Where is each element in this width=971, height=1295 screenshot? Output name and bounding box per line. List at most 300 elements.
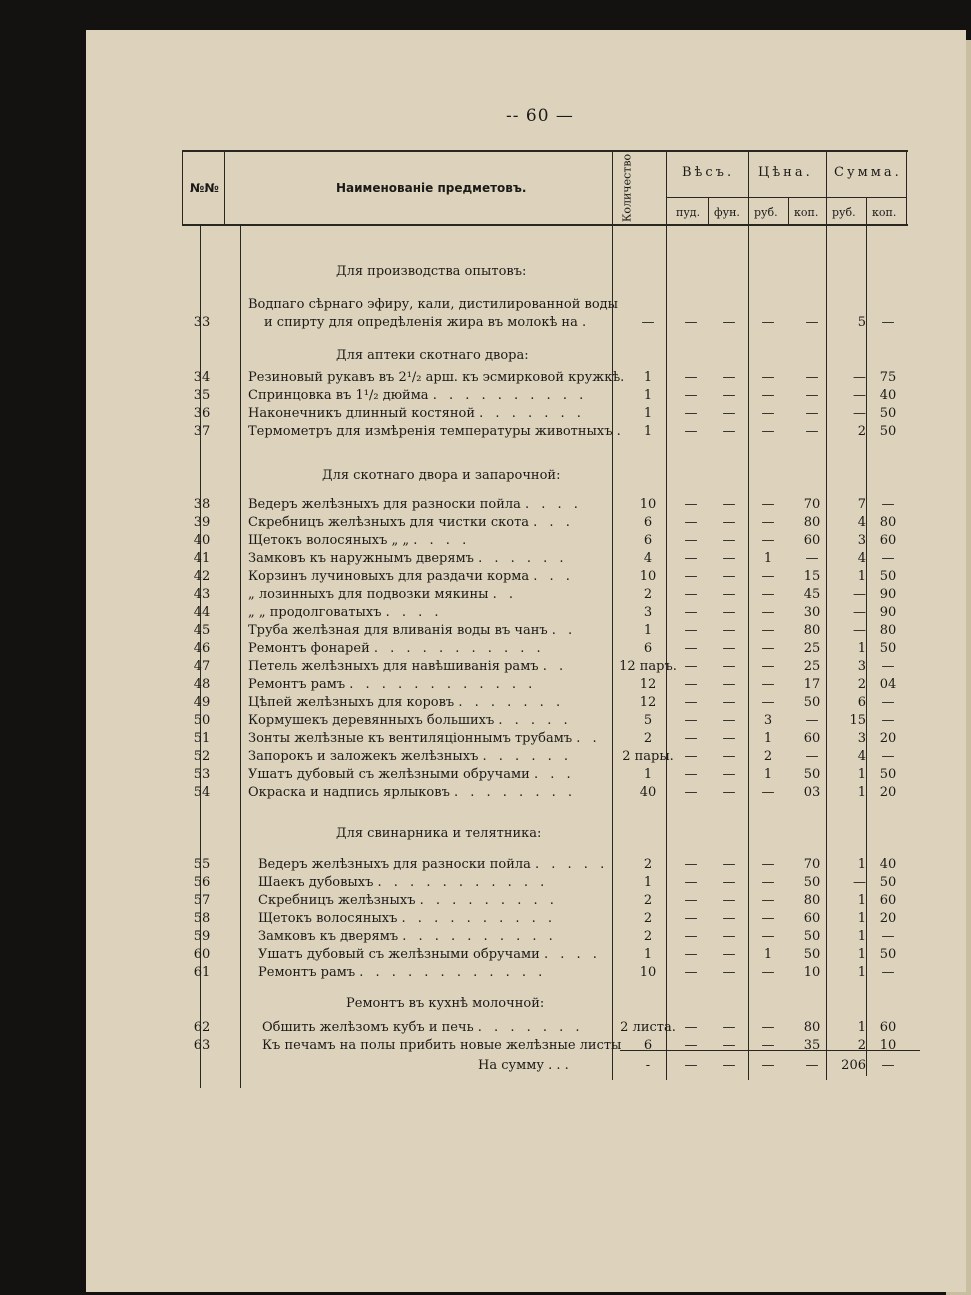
- row-sum-rub: 3: [857, 533, 866, 548]
- section-heading: Для свинарника и телятника:: [336, 826, 542, 841]
- row-fun: —: [722, 911, 736, 926]
- table-row: [0, 533, 971, 551]
- row-price-rub: 1: [763, 551, 773, 566]
- row-qty: 10: [639, 965, 657, 980]
- table-row: [0, 587, 971, 605]
- row-price-kop: 70: [803, 857, 821, 872]
- row-qty: 2: [643, 893, 653, 908]
- table-row: [0, 695, 971, 713]
- row-name: Термометръ для измѣренія температуры животныхъ .: [248, 424, 625, 439]
- row-price-kop: 50: [803, 875, 821, 890]
- row-price-rub: —: [761, 677, 775, 692]
- row-fun: —: [722, 569, 736, 584]
- total-price-rub: —: [761, 1058, 775, 1073]
- row-price-kop: 80: [803, 623, 821, 638]
- row-qty: 1: [643, 388, 653, 403]
- row-num: 54: [193, 785, 211, 800]
- row-num: 37: [193, 424, 211, 439]
- table-row: [0, 605, 971, 623]
- row-sum-kop: 20: [879, 911, 897, 926]
- row-fun: —: [722, 1038, 736, 1053]
- table-row: [0, 641, 971, 659]
- row-price-rub: —: [761, 1020, 775, 1035]
- row-sum-kop: 80: [879, 515, 897, 530]
- row-num: 40: [193, 533, 211, 548]
- row-sum-kop: 50: [879, 767, 897, 782]
- row-price-rub: 1: [763, 731, 773, 746]
- table-row: [0, 785, 971, 803]
- row-price-rub: —: [761, 785, 775, 800]
- row-num: 48: [193, 677, 211, 692]
- row-sum-kop: 40: [879, 388, 897, 403]
- row-price-kop: 03: [803, 785, 821, 800]
- total-qty: -: [645, 1058, 651, 1073]
- row-price-kop: 50: [803, 929, 821, 944]
- row-fun: —: [722, 551, 736, 566]
- row-price-kop: 50: [803, 947, 821, 962]
- row-price-rub: —: [761, 623, 775, 638]
- header-price: Цѣна.: [758, 165, 813, 180]
- row-num: 57: [193, 893, 211, 908]
- row-sum-rub: —: [853, 623, 866, 638]
- row-qty: 2: [643, 731, 653, 746]
- row-sum-rub: 2: [857, 1038, 866, 1053]
- header-bottom-rule: [182, 224, 908, 226]
- row-qty: 6: [643, 1038, 653, 1053]
- header-sum: Сумма.: [834, 165, 902, 180]
- header-kop1: коп.: [794, 206, 819, 219]
- row-price-rub: —: [761, 1038, 775, 1053]
- row-sum-rub: 2: [857, 677, 866, 692]
- row-qty: 1: [643, 875, 653, 890]
- row-num: 35: [193, 388, 211, 403]
- row-pud: —: [684, 1038, 698, 1053]
- row-price-rub: —: [761, 659, 775, 674]
- row-price-kop: —: [805, 424, 819, 439]
- row-name: Корзинъ лучиновыхъ для раздачи корма . . .: [248, 569, 574, 584]
- table-row: [0, 569, 971, 587]
- row-qty: 1: [643, 623, 653, 638]
- total-price-kop: —: [805, 1058, 819, 1073]
- row-name: Наконечникъ длинный костяной . . . . . . .: [248, 406, 585, 421]
- row-price-kop: —: [805, 315, 819, 330]
- header-qty: Количество: [620, 153, 634, 223]
- row-fun: —: [722, 641, 736, 656]
- row-num: 39: [193, 515, 211, 530]
- row-sum-kop: 60: [879, 1020, 897, 1035]
- table-row: [0, 767, 971, 785]
- row-fun: —: [722, 965, 736, 980]
- row-fun: —: [722, 749, 736, 764]
- table-row: [0, 929, 971, 947]
- row-price-rub: —: [761, 857, 775, 872]
- section-heading: Ремонтъ въ кухнѣ молочной:: [346, 996, 545, 1011]
- row-qty: 10: [639, 497, 657, 512]
- header-rub1: руб.: [754, 206, 778, 219]
- row-num: 33: [193, 315, 211, 330]
- row-name: Ушатъ дубовый съ желѣзными обручами . . . .: [258, 947, 601, 962]
- row-pud: —: [684, 533, 698, 548]
- row-sum-kop: —: [881, 551, 895, 566]
- row-name: Ремонтъ рамъ . . . . . . . . . . . .: [258, 965, 547, 980]
- row-fun: —: [722, 929, 736, 944]
- table-row: [0, 515, 971, 533]
- row-price-rub: —: [761, 370, 775, 385]
- row-fun: —: [722, 605, 736, 620]
- row-sum-rub: 1: [857, 965, 866, 980]
- row-sum-rub: —: [853, 587, 866, 602]
- row-sum-kop: —: [881, 965, 895, 980]
- row-price-kop: 17: [803, 677, 821, 692]
- table-row: [0, 947, 971, 965]
- section-heading: Для скотнаго двора и запарочной:: [322, 468, 561, 483]
- row-fun: —: [722, 713, 736, 728]
- row-name: Замковъ къ дверямъ . . . . . . . . . .: [258, 929, 557, 944]
- row-num: 58: [193, 911, 211, 926]
- row-sum-rub: —: [853, 388, 866, 403]
- row-qty: 5: [643, 713, 653, 728]
- row-sum-kop: —: [881, 929, 895, 944]
- row-name: Ушатъ дубовый съ желѣзными обручами . . .: [248, 767, 575, 782]
- row-fun: —: [722, 424, 736, 439]
- row-num: 45: [193, 623, 211, 638]
- table-row: [0, 659, 971, 677]
- row-sum-rub: 7: [857, 497, 866, 512]
- row-price-rub: —: [761, 965, 775, 980]
- row-fun: —: [722, 767, 736, 782]
- row-pud: —: [684, 875, 698, 890]
- row-name: Ремонтъ рамъ . . . . . . . . . . . .: [248, 677, 537, 692]
- row-price-rub: 3: [763, 713, 773, 728]
- table-row: [0, 1020, 971, 1038]
- row-pud: —: [684, 623, 698, 638]
- header-fun: фун.: [714, 206, 740, 219]
- row-price-rub: —: [761, 406, 775, 421]
- row-name: Замковъ къ наружнымъ дверямъ . . . . . .: [248, 551, 568, 566]
- row-num: 62: [193, 1020, 211, 1035]
- row-sum-kop: —: [881, 497, 895, 512]
- table-row: [0, 406, 971, 424]
- row-pud: —: [684, 315, 698, 330]
- row-price-rub: —: [761, 929, 775, 944]
- row-sum-kop: 20: [879, 731, 897, 746]
- row-price-rub: —: [761, 605, 775, 620]
- row-price-kop: 25: [803, 659, 821, 674]
- row-qty: 2 листа.: [620, 1020, 676, 1035]
- table-row: [0, 370, 971, 388]
- table-row: [0, 424, 971, 442]
- row-num: 63: [193, 1038, 211, 1053]
- section-heading: Для аптеки скотнаго двора:: [336, 348, 529, 363]
- row-pud: —: [684, 641, 698, 656]
- row-fun: —: [722, 370, 736, 385]
- row-sum-kop: 90: [879, 587, 897, 602]
- table-row: [0, 713, 971, 731]
- total-sum-rub: 206: [841, 1058, 866, 1073]
- row-fun: —: [722, 315, 736, 330]
- row-name: Къ печамъ на полы прибить новые желѣзные листы: [262, 1038, 622, 1053]
- row-price-rub: —: [761, 641, 775, 656]
- row-price-kop: 10: [803, 965, 821, 980]
- row-price-kop: —: [805, 370, 819, 385]
- row-qty: 3: [643, 605, 653, 620]
- row-fun: —: [722, 406, 736, 421]
- row-pud: —: [684, 388, 698, 403]
- row-qty: 10: [639, 569, 657, 584]
- row-sum-kop: 20: [879, 785, 897, 800]
- table-row: [0, 911, 971, 929]
- header-num: №№: [190, 181, 219, 195]
- row-num: 44: [193, 605, 211, 620]
- row-fun: —: [722, 659, 736, 674]
- row-num: 61: [193, 965, 211, 980]
- table-row: [0, 875, 971, 893]
- row-sum-kop: 90: [879, 605, 897, 620]
- row-pud: —: [684, 749, 698, 764]
- row-num: 38: [193, 497, 211, 512]
- row-fun: —: [722, 893, 736, 908]
- table-top-rule: [182, 150, 908, 152]
- row-num: 43: [193, 587, 211, 602]
- row-pud: —: [684, 551, 698, 566]
- row-sum-rub: 1: [857, 857, 866, 872]
- row-price-kop: 80: [803, 515, 821, 530]
- row-pud: —: [684, 497, 698, 512]
- row-price-kop: 60: [803, 533, 821, 548]
- total-fun: —: [722, 1058, 736, 1073]
- header-weight: Вѣсъ.: [682, 165, 735, 180]
- row-fun: —: [722, 947, 736, 962]
- row-qty: 1: [643, 767, 653, 782]
- row-num: 59: [193, 929, 211, 944]
- row-sum-rub: —: [853, 605, 866, 620]
- table-row: [0, 677, 971, 695]
- row-pud: —: [684, 893, 698, 908]
- row-sum-rub: —: [853, 370, 866, 385]
- row-price-kop: —: [805, 551, 819, 566]
- row-name: Ведеръ желѣзныхъ для разноски пойла . . . . .: [258, 857, 609, 872]
- row-sum-kop: —: [881, 659, 895, 674]
- row-num: 50: [193, 713, 211, 728]
- row-fun: —: [722, 857, 736, 872]
- row-qty: 2: [643, 911, 653, 926]
- row-price-kop: 30: [803, 605, 821, 620]
- row-sum-kop: 50: [879, 424, 897, 439]
- row-price-rub: —: [761, 497, 775, 512]
- row-qty: 12: [639, 695, 657, 710]
- row-price-rub: —: [761, 388, 775, 403]
- row-num: 49: [193, 695, 211, 710]
- table-row: [0, 965, 971, 983]
- row-price-kop: 60: [803, 731, 821, 746]
- row-name: „ „ продолговатыхъ . . . .: [248, 605, 443, 620]
- row-sum-rub: 3: [857, 731, 866, 746]
- row-fun: —: [722, 515, 736, 530]
- row-pud: —: [684, 857, 698, 872]
- row-price-rub: —: [761, 533, 775, 548]
- row-qty: 1: [643, 424, 653, 439]
- header-subrule: [666, 197, 906, 198]
- row-qty: 1: [643, 947, 653, 962]
- row-num: 55: [193, 857, 211, 872]
- row-price-kop: 80: [803, 1020, 821, 1035]
- row-qty: 12 паръ.: [619, 659, 677, 674]
- row-price-rub: —: [761, 587, 775, 602]
- row-price-kop: 50: [803, 695, 821, 710]
- row-num: 51: [193, 731, 211, 746]
- row-sum-kop: 60: [879, 893, 897, 908]
- row-name: Обшить желѣзомъ кубъ и печь . . . . . . .: [262, 1020, 584, 1035]
- row-fun: —: [722, 497, 736, 512]
- row-pud: —: [684, 767, 698, 782]
- row-sum-rub: 1: [857, 947, 866, 962]
- row-sum-kop: 75: [879, 370, 897, 385]
- row-fun: —: [722, 623, 736, 638]
- row-num: 52: [193, 749, 211, 764]
- row-sum-kop: —: [881, 315, 895, 330]
- row-qty: 12: [639, 677, 657, 692]
- col-rule-fun: [708, 198, 709, 226]
- row-sum-rub: —: [853, 406, 866, 421]
- row-sum-rub: 4: [857, 551, 866, 566]
- row-pud: —: [684, 370, 698, 385]
- row-sum-kop: 04: [879, 677, 897, 692]
- row-num: 42: [193, 569, 211, 584]
- header-kop2: коп.: [872, 206, 897, 219]
- table-row: [0, 388, 971, 406]
- row-price-kop: —: [805, 388, 819, 403]
- row-price-kop: —: [805, 406, 819, 421]
- row-price-kop: 15: [803, 569, 821, 584]
- row-price-rub: —: [761, 911, 775, 926]
- row-price-rub: —: [761, 569, 775, 584]
- total-pud: —: [684, 1058, 698, 1073]
- section-heading: Для производства опытовъ:: [336, 264, 527, 279]
- row-name: Труба желѣзная для вливанія воды въ чанъ . .: [248, 623, 577, 638]
- row-sum-rub: 1: [857, 911, 866, 926]
- row-sum-kop: 50: [879, 569, 897, 584]
- row-name: Скребницъ желѣзныхъ для чистки скота . . .: [248, 515, 574, 530]
- row-pud: —: [684, 695, 698, 710]
- row-pud: —: [684, 929, 698, 944]
- row-pud: —: [684, 515, 698, 530]
- page-number: -- 60 —: [506, 106, 574, 126]
- row-price-rub: —: [761, 515, 775, 530]
- row-pud: —: [684, 424, 698, 439]
- row-sum-rub: 15: [849, 713, 866, 728]
- row-sum-rub: —: [853, 875, 866, 890]
- row-num: 36: [193, 406, 211, 421]
- row-sum-rub: 1: [857, 785, 866, 800]
- row-sum-rub: 3: [857, 659, 866, 674]
- row-sum-rub: 1: [857, 929, 866, 944]
- row-fun: —: [722, 731, 736, 746]
- row-name: Скребницъ желѣзныхъ . . . . . . . . .: [258, 893, 558, 908]
- row-num: 47: [193, 659, 211, 674]
- row-name: и спирту для опредѣленія жира въ молокѣ на .: [264, 315, 591, 330]
- row-pud: —: [684, 911, 698, 926]
- row-name: Кормушекъ деревянныхъ большихъ . . . . .: [248, 713, 572, 728]
- row-price-rub: 2: [763, 749, 773, 764]
- row-sum-kop: 50: [879, 641, 897, 656]
- row-sum-kop: 80: [879, 623, 897, 638]
- row-sum-kop: 50: [879, 406, 897, 421]
- row-pud: —: [684, 659, 698, 674]
- row-sum-kop: 10: [879, 1038, 897, 1053]
- row-price-kop: 50: [803, 767, 821, 782]
- row-pud: —: [684, 605, 698, 620]
- col-rule-name: [224, 150, 225, 226]
- row-sum-rub: 5: [857, 315, 866, 330]
- row-name: Зонты желѣзные къ вентиляціоннымъ трубамъ . .: [248, 731, 601, 746]
- col-rule-kop1: [788, 198, 789, 226]
- table-row: [0, 315, 971, 333]
- row-price-kop: 80: [803, 893, 821, 908]
- row-name: Щетокъ волосяныхъ . . . . . . . . . .: [258, 911, 557, 926]
- row-num: 53: [193, 767, 211, 782]
- row-pud: —: [684, 406, 698, 421]
- row-qty: 6: [643, 515, 653, 530]
- table-row: [0, 297, 971, 315]
- row-sum-rub: 4: [857, 749, 866, 764]
- header-rub2: руб.: [832, 206, 856, 219]
- row-name: Спринцовка въ 1¹/₂ дюйма . . . . . . . . . .: [248, 388, 588, 403]
- col-rule-num: [182, 150, 183, 226]
- row-pud: —: [684, 947, 698, 962]
- table-row: [0, 857, 971, 875]
- row-name: „ лозинныхъ для подвозки мякины . .: [248, 587, 518, 602]
- row-num: 41: [193, 551, 211, 566]
- row-price-rub: —: [761, 875, 775, 890]
- col-rule-right: [906, 150, 907, 226]
- row-sum-rub: 2: [857, 424, 866, 439]
- row-pud: —: [684, 713, 698, 728]
- row-price-kop: —: [805, 749, 819, 764]
- row-name: Резиновый рукавъ въ 2¹/₂ арш. къ эсмирковой кружкѣ.: [248, 370, 625, 385]
- row-fun: —: [722, 677, 736, 692]
- row-price-kop: 25: [803, 641, 821, 656]
- row-qty: 2: [643, 929, 653, 944]
- row-pud: —: [684, 1020, 698, 1035]
- row-name: Запорокъ и заложекъ желѣзныхъ . . . . . .: [248, 749, 572, 764]
- row-fun: —: [722, 695, 736, 710]
- header-name: Наименованіе предметовъ.: [336, 181, 527, 195]
- row-price-kop: 70: [803, 497, 821, 512]
- total-sum-kop: —: [881, 1058, 895, 1073]
- row-sum-rub: 4: [857, 515, 866, 530]
- row-price-rub: —: [761, 695, 775, 710]
- row-price-rub: —: [761, 424, 775, 439]
- row-fun: —: [722, 875, 736, 890]
- row-name: Петель желѣзныхъ для навѣшиванія рамъ . .: [248, 659, 568, 674]
- row-qty: 40: [639, 785, 657, 800]
- row-qty: 4: [643, 551, 653, 566]
- row-sum-kop: 60: [879, 533, 897, 548]
- row-price-kop: 35: [803, 1038, 821, 1053]
- row-qty: 1: [643, 406, 653, 421]
- row-pud: —: [684, 785, 698, 800]
- row-pud: —: [684, 731, 698, 746]
- row-sum-rub: 1: [857, 1020, 866, 1035]
- row-pud: —: [684, 677, 698, 692]
- row-name: Водпаго сѣрнаго эфиру, кали, дистилированной воды: [248, 297, 619, 312]
- row-num: 56: [193, 875, 211, 890]
- row-name: Ремонтъ фонарей . . . . . . . . . . .: [248, 641, 545, 656]
- row-fun: —: [722, 533, 736, 548]
- row-sum-kop: 50: [879, 875, 897, 890]
- row-fun: —: [722, 388, 736, 403]
- table-row: [0, 551, 971, 569]
